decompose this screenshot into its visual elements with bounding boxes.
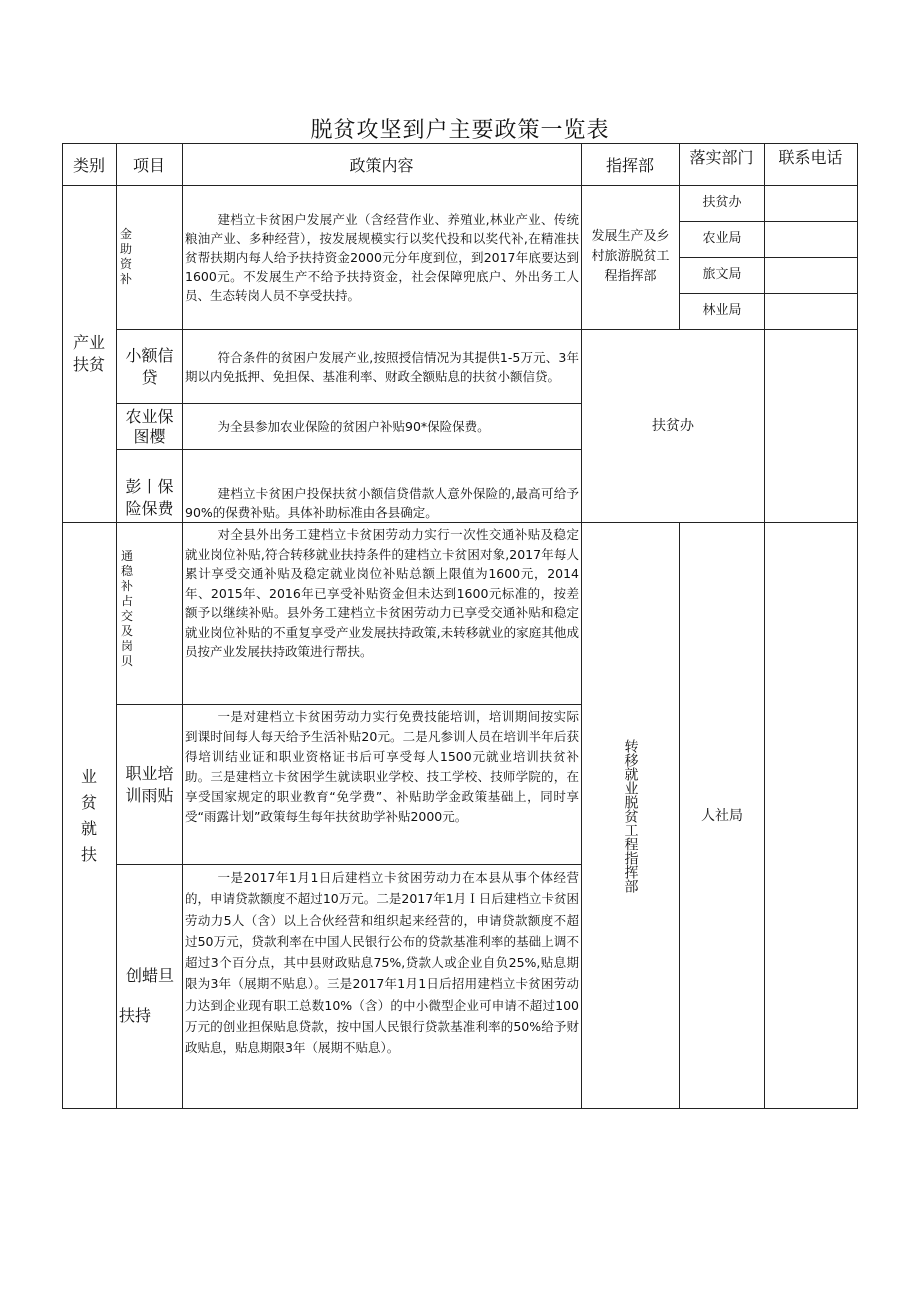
item-entrepreneurship-line2: 扶持 [119,1006,152,1025]
content-entrepreneurship-text: 一是2017年1月1日后建档立卡贫困劳动力在本县从事个体经营的，申请贷款额度不超过10万元。二是2017年1月Ｉ日后建档立卡贫困劳动力5人（含）以上合伙经营和组织起来经营的，申请贷款额度不超过50万元，贷款利率在中国人民银行公布的贷款基准利率的基础上调不超过3个百分点，其中县财政贴息75%,贷款人或企业自负25%,贴息期限为3年（展期不贴息）。三是2017年1月1日后招用建档立卡贫困劳动力达到企业现有职工总数10%（含）的中小微型企业可申请不超过100万元的创业担保贴息贷款，按中国人民银行贷款基准利率的50%给予财政贴息，贴息期限3年（展期不贴息）。 [185,870,579,1056]
content-vocational-training-text: 一是对建档立卡贫困劳动力实行免费技能培训，培训期间按实际到课时间每人每天给予生活补贴20元。二是凡参训人员在培训半年后获得培训结业证和职业资格证书后可享受每人1500元就业培训扶贫补助。三是建档立卡贫困学生就读职业学校、技工学校、技师学院的，在享受国家规定的职业教育“免学费”、补贴助学金政策基础上，同时享受“雨露计划”政策每生每年扶贫助学补贴2000元。 [185,709,579,824]
dept-agriculture: 农业局 [702,231,742,246]
content-accident-insurance-text: 建档立卡贫困户投保扶贫小额信贷借款人意外保险的,最高可给予90%的保费补贴。具体补助标准由各县确定。 [185,486,579,520]
header-content: 政策内容 [349,155,414,175]
content-agri-insurance [183,404,581,449]
item-transport-subsidy-label: 通稳补占交及岗贝 [121,549,134,668]
dept-poverty-office-shared-label: 扶贫办 [652,418,694,434]
content-agri-insurance-text: 为全县参加农业保险的贫困户补贴90*保险保费。 [217,419,490,434]
content-fund-subsidy [183,185,581,329]
content-transport-subsidy-text: 对全县外出务工建档立卡贫困劳动力实行一次性交通补贴及稳定就业岗位补贴,符合转移就业扶持条件的建档立卡贫困对象,2017年每人累计享受交通补贴及稳定就业岗位补贴总额上限值为1600元，2014年、2015年、2016年已享受补贴资金但未达到1600元标准的，按差额予以继续补贴。县外务工建档立卡贫困劳动力已享受交通补贴和稳定就业岗位补贴的不重复享受产业发展扶持政策,未转移就业的家庭其他成员按产业发展扶持政策进行帮扶。 [185,527,579,659]
dept-poverty-office-shared [582,330,764,522]
command-industry-label: 发展生产及乡村旅游脱贫工程指挥部 [591,229,670,284]
item-transport-subsidy [117,523,182,704]
dept-poverty-office: 扶贫办 [702,195,742,210]
item-microcredit [117,330,182,403]
dept-hr-bureau [680,523,764,1108]
command-employment-label: 转移就业脱贫工程指挥部 [622,738,639,893]
header-category: 类别 [72,155,105,175]
item-accident-insurance [117,450,182,522]
content-microcredit [183,330,581,403]
dept-hr-bureau-label: 人社局 [701,807,743,824]
item-vocational-training [117,705,182,864]
content-transport-subsidy [183,523,581,704]
item-fund-subsidy-label: 金助资补 [120,227,133,286]
table-border-right [857,143,858,1109]
category-industry [62,185,116,522]
header-department: 落实部门 [689,148,754,167]
item-agri-insurance-label: 农业保图樱 [125,406,174,446]
content-accident-insurance [183,450,581,522]
header-command: 指挥部 [605,155,654,175]
content-entrepreneurship [183,865,581,1108]
category-industry-label: 产业扶贫 [72,332,105,374]
command-industry [582,185,679,329]
item-vocational-training-label: 职业培训雨贴 [125,763,174,805]
content-vocational-training [183,705,581,864]
content-fund-subsidy-text: 建档立卡贫困户发展产业（含经营作业、养殖业,林业产业、传统粮油产业、多种经营），按发展规模实行以奖代投和以奖代补,在精准扶贫帮扶期内每人给予扶持资金2000元分年度到位，到2017年底要达到1600元。不发展生产不给予扶持资金，社会保障兜底户、外出务工人员、生态转岗人员不享受扶持。 [185,211,579,303]
col-line-5 [764,143,765,1109]
content-microcredit-text: 符合条件的贫困户发展产业,按照授信情况为其提供1-5万元、3年期以内免抵押、免担保、基准利率、财政全额贴息的扶贫小额信贷。 [185,349,579,384]
category-employment [62,523,116,1108]
page-title: 脱贫攻坚到户主要政策一览表 [310,118,610,143]
item-fund-subsidy [116,185,182,329]
dept-forestry: 林业局 [702,303,742,318]
header-phone: 联系电话 [778,148,843,167]
item-microcredit-label: 小额信贷 [125,345,174,387]
item-entrepreneurship-line1: 创蜡旦 [125,966,174,985]
item-agri-insurance [117,404,182,449]
item-entrepreneurship [117,865,182,1108]
header-item: 项目 [132,155,165,175]
dept-tourism: 旅文局 [702,267,742,282]
command-employment [582,523,679,1108]
item-accident-insurance-label: 彭丨保险保费 [125,477,174,518]
category-employment-label: 业贫就扶 [80,766,97,864]
